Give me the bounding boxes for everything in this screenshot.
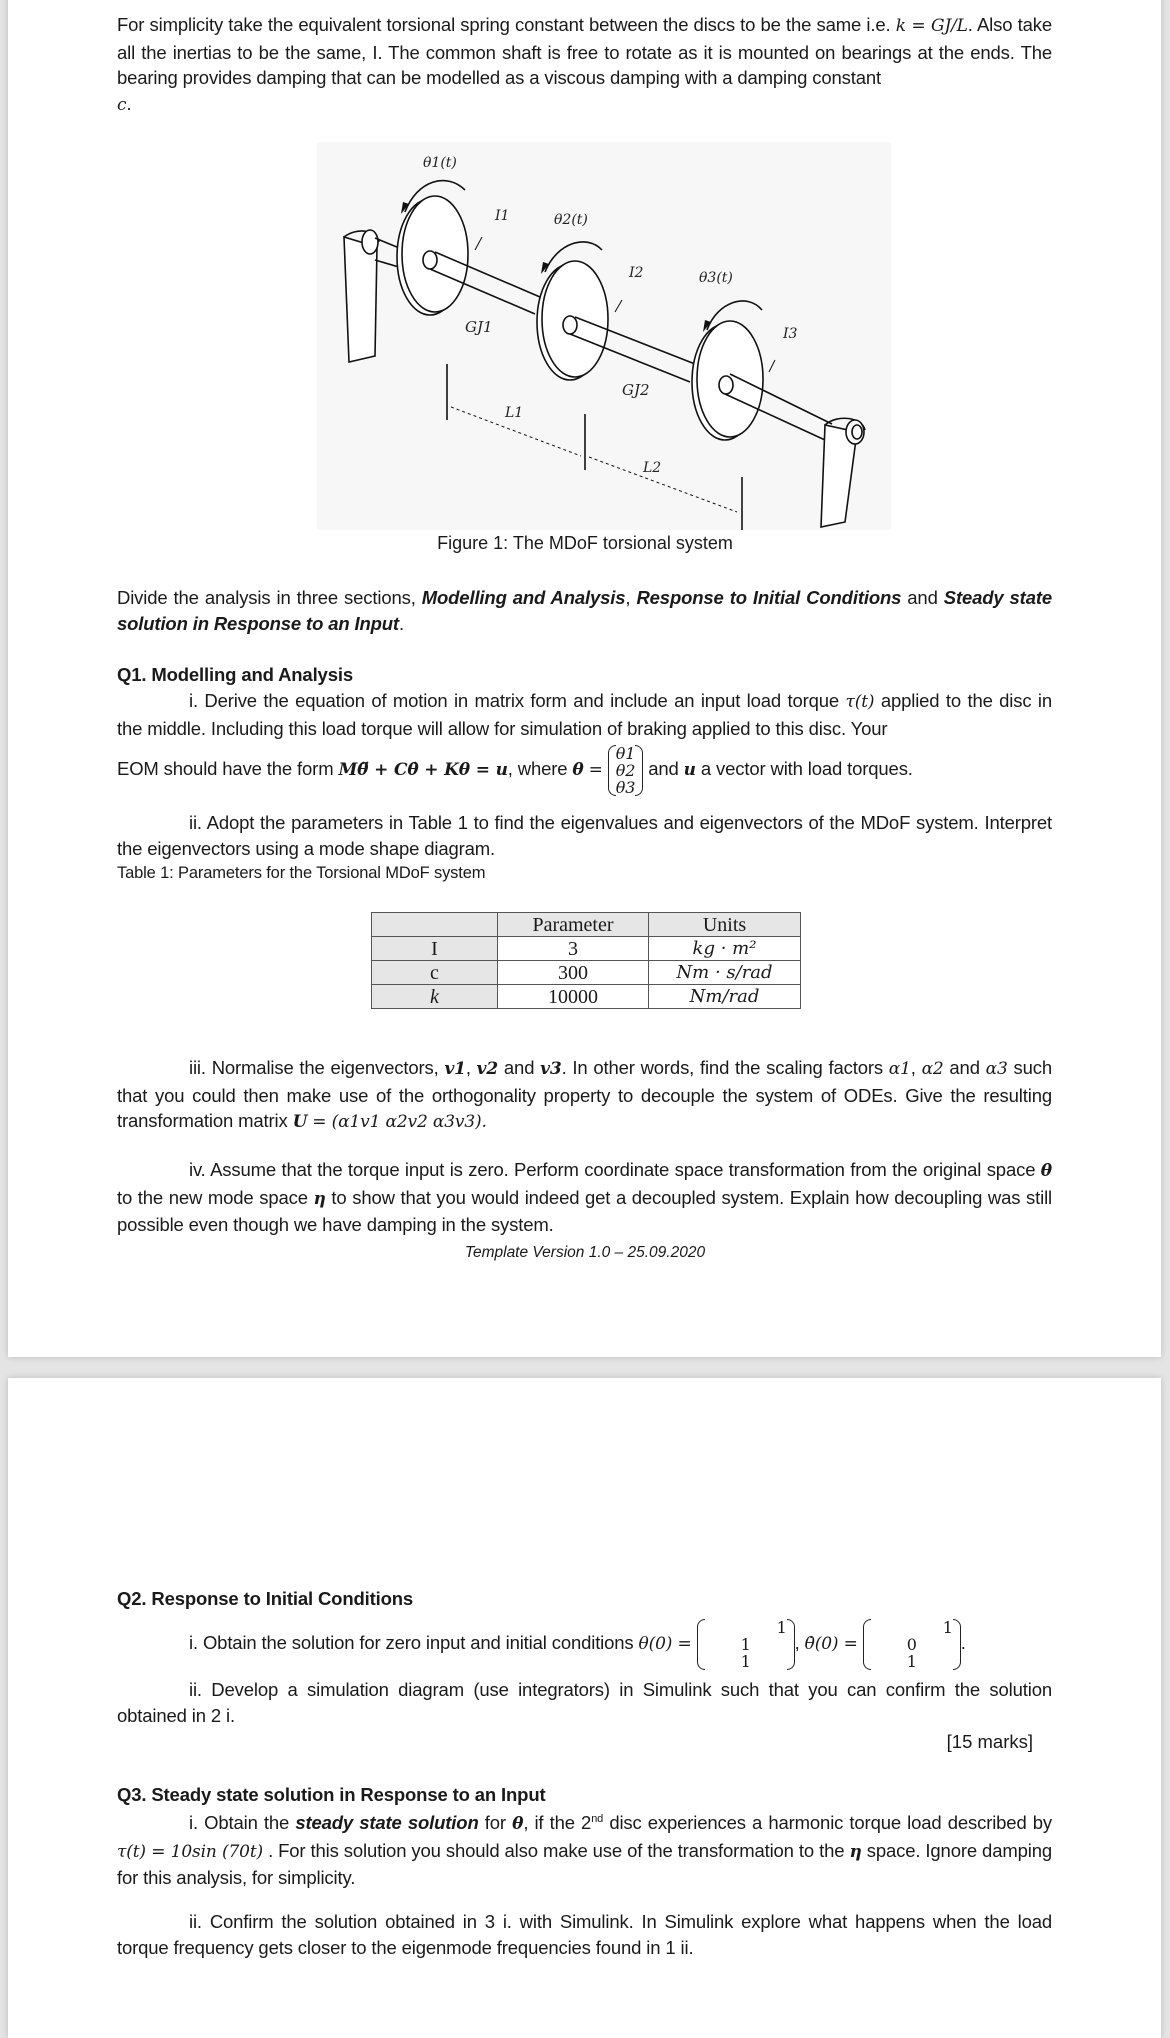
vector-entry: 0 bbox=[906, 1634, 917, 1654]
table-header-cell bbox=[372, 913, 498, 937]
table-header-cell: Units bbox=[649, 913, 801, 937]
torque-expression: τ(t) = 10sin (70t) bbox=[117, 1841, 263, 1862]
q2-ii-paragraph: ii. Develop a simulation diagram (use integrators) in Simulink such that you can confirm the solution obtained in 2 i. bbox=[117, 1679, 1052, 1726]
and-word: and bbox=[648, 758, 679, 779]
table-row bbox=[372, 985, 801, 1009]
theta1-label: θ1(t) bbox=[423, 155, 457, 171]
param-name: k bbox=[372, 985, 498, 1009]
vector-entry: 1 bbox=[906, 1651, 917, 1671]
vector-entry: 1 bbox=[740, 1634, 751, 1654]
q3-i-paragraph bbox=[117, 1807, 1052, 1891]
param-name: c bbox=[372, 961, 498, 985]
eta-symbol: η bbox=[313, 1188, 326, 1209]
eom-suffix: a vector with load torques. bbox=[700, 758, 913, 779]
theta3-label: θ3(t) bbox=[699, 270, 733, 286]
theta-column-vector bbox=[608, 745, 644, 796]
param-value: 300 bbox=[498, 961, 649, 985]
table-header-cell: Parameter bbox=[498, 913, 649, 937]
q1-iv-text-a: iv. Assume that the torque input is zero. Perform coordinate space transformation from the original space bbox=[189, 1159, 1036, 1180]
section-name-initial-conditions: Response to Initial Conditions bbox=[636, 587, 902, 608]
thetadot0-vector bbox=[863, 1619, 961, 1670]
param-name: I bbox=[372, 937, 498, 961]
q1-heading: Q1. Modelling and Analysis bbox=[117, 664, 353, 685]
and-word: and bbox=[907, 587, 938, 608]
u-matrix-expression: = (α1v1 α2v2 α3v3). bbox=[312, 1112, 487, 1132]
separator: , bbox=[625, 587, 631, 608]
section-name-modelling: Modelling and Analysis bbox=[421, 587, 626, 608]
table-header-row bbox=[372, 913, 801, 937]
q1-iv-text-c: to show that you would indeed get a decoupled system. Explain how decoupling was still possible even though we have damping in the system. bbox=[117, 1186, 1052, 1235]
period: . bbox=[398, 612, 404, 634]
where-word: , where bbox=[507, 758, 568, 779]
i3-label: I3 bbox=[783, 326, 798, 342]
param-unit: Nm · s/rad bbox=[649, 961, 801, 985]
section-name-steady-state: Steady state solution in Response to an Input bbox=[117, 587, 1052, 634]
v3-symbol: v3 bbox=[540, 1059, 562, 1079]
steady-state-emphasis: steady state solution bbox=[295, 1812, 479, 1834]
gj2-label: GJ2 bbox=[622, 381, 650, 399]
thetadot0-label: θ̇(0) = bbox=[804, 1634, 858, 1654]
q2-i-line: i. Obtain the solution for zero input and initial conditions θ(0) = 1 1 1, θ̇(0) = 1 0 1. bbox=[189, 1617, 966, 1671]
q3-i-text-b: for bbox=[484, 1812, 506, 1834]
q1-i-text-a: i. Derive the equation of motion in matrix form and include an input load torque bbox=[189, 690, 840, 711]
q3-i-text-c: , if the 2 bbox=[523, 1812, 592, 1834]
equals-sign: = bbox=[588, 760, 603, 780]
vector-entry: 1 bbox=[942, 1617, 953, 1637]
table-caption: Table 1: Parameters for the Torsional MDoF system bbox=[117, 864, 486, 882]
vector-entry: θ1 bbox=[615, 743, 636, 763]
q3-ii-paragraph: ii. Confirm the solution obtained in 3 i. with Simulink. In Simulink explore what happens when the load torque frequency gets closer to the eigenmode frequencies found in 1 ii. bbox=[117, 1911, 1052, 1958]
sections-intro bbox=[117, 585, 1052, 636]
vector-entry: 1 bbox=[776, 1617, 787, 1637]
theta0-vector bbox=[697, 1619, 795, 1670]
theta-vector-symbol: θ bbox=[572, 760, 584, 780]
table-row bbox=[372, 961, 801, 985]
intro-text-b: Also take all the inertias to be the same, I. The common shaft is free to rotate as it is mounted on bearings at the ends. The bearing provides damping that can be modelled as a viscous damping with a damping constant bbox=[117, 14, 1052, 88]
vector-entry: θ2 bbox=[615, 760, 636, 780]
gj1-label: GJ1 bbox=[465, 318, 493, 336]
q1-i-paragraph bbox=[117, 688, 1052, 741]
shaft-disc-diagram bbox=[317, 142, 891, 530]
eom-prefix: EOM should have the form bbox=[117, 758, 334, 779]
q2-heading: Q2. Response to Initial Conditions bbox=[117, 1588, 414, 1609]
alpha2-symbol: α2 bbox=[921, 1059, 944, 1079]
param-value: 10000 bbox=[498, 985, 649, 1009]
l1-label: L1 bbox=[505, 405, 524, 421]
alpha1-symbol: α1 bbox=[888, 1059, 911, 1079]
sections-intro-prefix: Divide the analysis in three sections, bbox=[117, 587, 416, 608]
eom-equation: Mθ̈ + Cθ̇ + Kθ = u bbox=[338, 760, 508, 780]
q3-i-text-f: space. Ignore damping for this analysis, for simplicity. bbox=[117, 1839, 1052, 1889]
table-row bbox=[372, 937, 801, 961]
theta2-label: θ2(t) bbox=[554, 212, 588, 228]
figure-caption: Figure 1: The MDoF torsional system bbox=[437, 533, 733, 553]
q3-i-text-a: i. Obtain the bbox=[189, 1812, 290, 1834]
k-formula: k = GJ/L bbox=[895, 16, 968, 36]
u-vector-symbol: u bbox=[683, 760, 696, 780]
u-matrix-symbol: U bbox=[292, 1112, 308, 1132]
torsional-system-figure bbox=[317, 142, 891, 530]
alpha3-symbol: α3 bbox=[985, 1059, 1008, 1079]
tau-symbol: τ(t) bbox=[845, 692, 875, 712]
q1-iii-paragraph: iii. Normalise the eigenvectors, v1, v2 and v3. In other words, find the scaling factors α1, α2 and α3 such that you could then make use of the orthogonality property to decouple the system of ODEs. Give the resulting transformation matrix U = (α1v1 α2v2 α3v3). bbox=[117, 1057, 1052, 1132]
i2-label: I2 bbox=[629, 265, 644, 281]
q1-iii-text-c: such that you could then make use of the orthogonality property to decouple the system of ODEs. Give the resulting transformation matrix bbox=[117, 1057, 1052, 1131]
q1-i-text-b: applied to the disc in the middle. Including this load torque will allow for simulation of braking applied to this disc. Your bbox=[117, 690, 1052, 739]
q1-iv-text-b: to the new mode space bbox=[117, 1186, 308, 1208]
q3-i-text-d: disc experiences a harmonic torque load described by bbox=[609, 1812, 1052, 1834]
param-unit: kg · m² bbox=[649, 937, 801, 961]
l2-label: L2 bbox=[643, 460, 662, 476]
parameters-table bbox=[371, 912, 801, 1009]
vector-entry: 1 bbox=[740, 1651, 751, 1671]
q1-iii-text-a: iii. Normalise the eigenvectors, bbox=[189, 1057, 439, 1078]
template-version-footer: Template Version 1.0 – 25.09.2020 bbox=[464, 1244, 706, 1261]
v2-symbol: v2 bbox=[476, 1059, 499, 1079]
theta-symbol: θ bbox=[1040, 1161, 1052, 1181]
q3-i-text-e: . For this solution you should also make use of the transformation to the bbox=[268, 1839, 845, 1861]
theta-symbol: θ bbox=[512, 1814, 524, 1835]
ordinal-superscript: nd bbox=[591, 1813, 604, 1825]
vector-entry: θ3 bbox=[615, 777, 636, 797]
eom-line bbox=[117, 742, 1052, 797]
c-symbol: c bbox=[117, 94, 127, 115]
q1-iii-text-b: . In other words, find the scaling factors bbox=[561, 1057, 883, 1078]
marks-label: [15 marks] bbox=[946, 1731, 1033, 1752]
param-value: 3 bbox=[498, 937, 649, 961]
i1-label: I1 bbox=[495, 208, 510, 224]
theta0-label: θ(0) = bbox=[638, 1634, 692, 1654]
q3-heading: Q3. Steady state solution in Response to an Input bbox=[117, 1784, 546, 1805]
q2-i-text: i. Obtain the solution for zero input and initial conditions bbox=[189, 1632, 634, 1653]
v1-symbol: v1 bbox=[444, 1059, 466, 1079]
q1-ii-paragraph: ii. Adopt the parameters in Table 1 to find the eigenvalues and eigenvectors of the MDoF system. Interpret the eigenvectors using a mode shape diagram. bbox=[117, 812, 1052, 859]
intro-text-a: For simplicity take the equivalent torsional spring constant between the discs to be the same i.e. bbox=[117, 14, 891, 35]
eta-symbol: η bbox=[849, 1841, 862, 1862]
intro-paragraph: For simplicity take the equivalent torsional spring constant between the discs to be the same i.e. k = GJ/L. Also take all the inertias to be the same, I. The common shaft is free to rotate as it is mounted on bearings at the ends. The bearing provides damping that can be modelled as a viscous damping with a damping constant c. bbox=[117, 14, 1052, 115]
q1-iv-paragraph bbox=[117, 1157, 1052, 1238]
param-unit: Nm/rad bbox=[649, 985, 801, 1009]
